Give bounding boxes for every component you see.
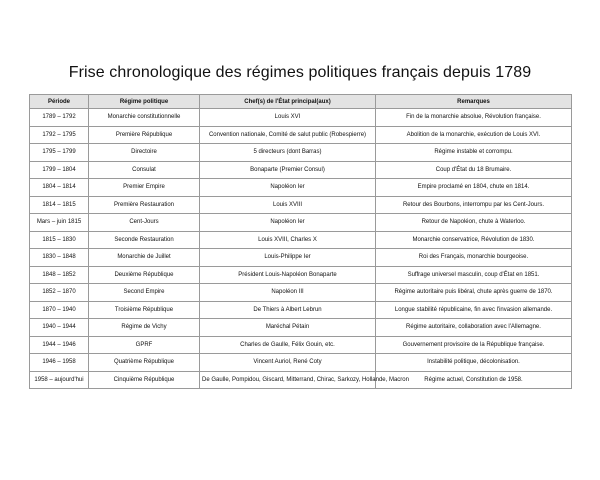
cell-remarques: Suffrage universel masculin, coup d'État en 1851. — [376, 266, 572, 284]
cell-remarques: Gouvernement provisoire de la République française. — [376, 336, 572, 354]
cell-periode: 1799 – 1804 — [30, 161, 89, 179]
header-remarques: Remarques — [376, 95, 572, 109]
cell-regime: Première Restauration — [89, 196, 200, 214]
cell-remarques: Retour de Napoléon, chute à Waterloo. — [376, 214, 572, 232]
cell-chefs: Napoléon III — [200, 284, 376, 302]
cell-periode: 1795 – 1799 — [30, 144, 89, 162]
cell-periode: 1792 – 1795 — [30, 126, 89, 144]
cell-periode: 1870 – 1940 — [30, 301, 89, 319]
table-row — [30, 196, 572, 214]
cell-chefs: De Thiers à Albert Lebrun — [200, 301, 376, 319]
table-row — [30, 144, 572, 162]
table-row — [30, 179, 572, 197]
table-row — [30, 301, 572, 319]
cell-regime: Consulat — [89, 161, 200, 179]
cell-regime: Monarchie constitutionnelle — [89, 109, 200, 127]
cell-remarques: Retour des Bourbons, interrompu par les Cent-Jours. — [376, 196, 572, 214]
cell-chefs: Napoléon Ier — [200, 179, 376, 197]
table-row — [30, 371, 572, 389]
cell-periode: 1815 – 1830 — [30, 231, 89, 249]
cell-chefs: Maréchal Pétain — [200, 319, 376, 337]
cell-remarques: Régime autoritaire puis libéral, chute après guerre de 1870. — [376, 284, 572, 302]
cell-remarques: Régime actuel, Constitution de 1958. — [376, 371, 572, 389]
cell-regime: Premier Empire — [89, 179, 200, 197]
cell-regime: Monarchie de Juillet — [89, 249, 200, 267]
cell-chefs: Vincent Auriol, René Coty — [200, 354, 376, 372]
header-periode: Période — [30, 95, 89, 109]
cell-chefs: Napoléon Ier — [200, 214, 376, 232]
cell-chefs: Louis XVIII, Charles X — [200, 231, 376, 249]
table-row — [30, 249, 572, 267]
cell-remarques: Empire proclamé en 1804, chute en 1814. — [376, 179, 572, 197]
cell-remarques: Fin de la monarchie absolue, Révolution française. — [376, 109, 572, 127]
table-row — [30, 126, 572, 144]
cell-periode: 1814 – 1815 — [30, 196, 89, 214]
cell-regime: Deuxième République — [89, 266, 200, 284]
cell-chefs: Louis XVIII — [200, 196, 376, 214]
cell-periode: 1789 – 1792 — [30, 109, 89, 127]
table-row — [30, 161, 572, 179]
cell-periode: 1940 – 1944 — [30, 319, 89, 337]
cell-periode: 1848 – 1852 — [30, 266, 89, 284]
cell-chefs: Bonaparte (Premier Consul) — [200, 161, 376, 179]
cell-remarques: Abolition de la monarchie, exécution de Louis XVI. — [376, 126, 572, 144]
header-chefs: Chef(s) de l'État principal(aux) — [200, 95, 376, 109]
header-regime: Régime politique — [89, 95, 200, 109]
cell-chefs: Président Louis-Napoléon Bonaparte — [200, 266, 376, 284]
cell-periode: 1944 – 1946 — [30, 336, 89, 354]
cell-regime: Cent-Jours — [89, 214, 200, 232]
cell-regime: Troisième République — [89, 301, 200, 319]
cell-regime: Première République — [89, 126, 200, 144]
cell-periode: 1946 – 1958 — [30, 354, 89, 372]
cell-chefs: De Gaulle, Pompidou, Giscard, Mitterrand, Chirac, Sarkozy, Hollande, Macron — [200, 371, 376, 389]
cell-periode: Mars – juin 1815 — [30, 214, 89, 232]
table-row — [30, 231, 572, 249]
cell-chefs: Louis-Philippe Ier — [200, 249, 376, 267]
cell-chefs: Convention nationale, Comité de salut public (Robespierre) — [200, 126, 376, 144]
cell-regime: Directoire — [89, 144, 200, 162]
table-row — [30, 214, 572, 232]
cell-regime: Régime de Vichy — [89, 319, 200, 337]
chronology-table — [29, 94, 572, 389]
cell-regime: Cinquième République — [89, 371, 200, 389]
table-row — [30, 354, 572, 372]
cell-remarques: Longue stabilité républicaine, fin avec l'invasion allemande. — [376, 301, 572, 319]
cell-chefs: Charles de Gaulle, Félix Gouin, etc. — [200, 336, 376, 354]
cell-periode: 1804 – 1814 — [30, 179, 89, 197]
cell-periode: 1958 – aujourd'hui — [30, 371, 89, 389]
table-row — [30, 266, 572, 284]
table-row — [30, 284, 572, 302]
cell-chefs: Louis XVI — [200, 109, 376, 127]
cell-chefs: 5 directeurs (dont Barras) — [200, 144, 376, 162]
cell-remarques: Régime instable et corrompu. — [376, 144, 572, 162]
cell-regime: Second Empire — [89, 284, 200, 302]
cell-regime: Quatrième République — [89, 354, 200, 372]
page-title: Frise chronologique des régimes politiques français depuis 1789 — [68, 64, 532, 81]
table-row — [30, 109, 572, 127]
cell-regime: GPRF — [89, 336, 200, 354]
table-row — [30, 319, 572, 337]
cell-remarques: Monarchie conservatrice, Révolution de 1830. — [376, 231, 572, 249]
cell-remarques: Roi des Français, monarchie bourgeoise. — [376, 249, 572, 267]
table-row — [30, 336, 572, 354]
cell-regime: Seconde Restauration — [89, 231, 200, 249]
cell-remarques: Coup d'État du 18 Brumaire. — [376, 161, 572, 179]
table-header-row — [30, 95, 572, 109]
cell-remarques: Instabilité politique, décolonisation. — [376, 354, 572, 372]
cell-periode: 1852 – 1870 — [30, 284, 89, 302]
cell-periode: 1830 – 1848 — [30, 249, 89, 267]
cell-remarques: Régime autoritaire, collaboration avec l'Allemagne. — [376, 319, 572, 337]
